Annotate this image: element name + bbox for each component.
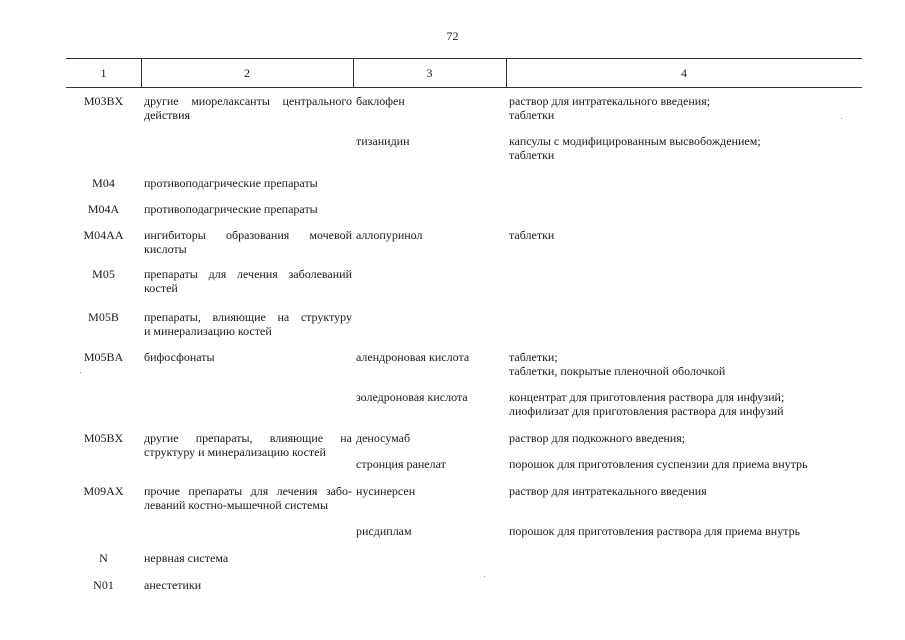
- header-col-1: 1: [100, 66, 107, 80]
- dosage-forms: [509, 484, 864, 498]
- atc-code: M05BX: [83, 431, 124, 445]
- group-name: [144, 228, 352, 256]
- dosage-form-line: концентрат для приготовления раствора для инфузий;: [509, 390, 785, 404]
- group-name-line: структуру и минерализацию костей: [144, 445, 326, 459]
- group-name-line: ингибиторы образования мочевой: [144, 228, 352, 242]
- atc-code: M03BX: [83, 94, 124, 108]
- group-name-line: костей: [144, 281, 178, 295]
- substance-name: нусинерсен: [356, 484, 416, 498]
- dosage-form-line: раствор для интратекального введения;: [509, 94, 711, 108]
- group-name-line: другие миорелаксанты центрального: [144, 94, 352, 108]
- group-name-line: леваний костно-мышечной системы: [144, 498, 329, 512]
- scan-speck: [484, 576, 485, 577]
- group-name-line: нервная система: [144, 551, 229, 565]
- atc-code: M05: [92, 267, 115, 281]
- group-name-line: анестетики: [144, 578, 202, 592]
- atc-code: M09AX: [83, 484, 124, 498]
- header-top-rule: [66, 58, 862, 59]
- atc-code: M05BA: [83, 350, 124, 364]
- group-name: [144, 310, 352, 338]
- dosage-form-line: таблетки: [509, 108, 555, 122]
- dosage-form-line: лиофилизат для приготовления раствора для инфузий: [509, 404, 784, 418]
- dosage-form-line: раствор для интратекального введения: [509, 484, 707, 498]
- group-name: [144, 267, 352, 295]
- group-name: [144, 578, 352, 592]
- atc-code: N01: [93, 578, 114, 592]
- substance-name: деносумаб: [356, 431, 411, 445]
- substance-name: баклофен: [356, 94, 405, 108]
- scan-speck: [80, 372, 81, 373]
- substance-name: рисдиплам: [356, 524, 412, 538]
- dosage-form-line: раствор для подкожного введения;: [509, 431, 686, 445]
- group-name: [144, 484, 352, 512]
- substance-name: золедроновая кислота: [356, 390, 468, 404]
- group-name-line: противоподагрические препараты: [144, 202, 318, 216]
- group-name-line: прочие препараты для лечения забо-: [144, 484, 352, 498]
- atc-code: M05B: [88, 310, 119, 324]
- group-name-line: бифосфонаты: [144, 350, 215, 364]
- dosage-forms: [509, 524, 864, 538]
- dosage-forms: [509, 228, 864, 242]
- dosage-form-line: капсулы с модифицированным высвобождением;: [509, 134, 761, 148]
- header-bottom-rule: [66, 87, 862, 88]
- atc-code: M04A: [87, 202, 120, 216]
- substance-name: стронция ранелат: [356, 457, 446, 471]
- substance-name: аллопуринол: [356, 228, 423, 242]
- dosage-form-line: таблетки, покрытые пленочной оболочкой: [509, 364, 726, 378]
- substance-name: тизанидин: [356, 134, 410, 148]
- header-col-4: 4: [681, 66, 687, 80]
- dosage-form-line: порошок для приготовления суспензии для приема внутрь: [509, 457, 808, 471]
- dosage-form-line: таблетки;: [509, 350, 558, 364]
- group-name: [144, 551, 352, 565]
- group-name-line: противоподагрические препараты: [144, 176, 318, 190]
- dosage-forms: [509, 431, 864, 445]
- header-col-2: 2: [244, 66, 250, 80]
- dosage-forms: [509, 390, 864, 418]
- group-name-line: другие препараты, влияющие на: [144, 431, 352, 445]
- atc-code: N: [99, 551, 108, 565]
- dosage-form-line: таблетки: [509, 148, 555, 162]
- scan-speck: [841, 118, 842, 119]
- group-name: [144, 431, 352, 459]
- dosage-forms: [509, 457, 864, 471]
- group-name-line: препараты, влияющие на структуру: [144, 310, 352, 324]
- group-name: [144, 176, 352, 190]
- group-name-line: действия: [144, 108, 191, 122]
- group-name-line: кислоты: [144, 242, 187, 256]
- group-name-line: препараты для лечения заболеваний: [144, 267, 352, 281]
- group-name-line: и минерализацию костей: [144, 324, 272, 338]
- group-name: [144, 202, 352, 216]
- header-col-3: 3: [426, 66, 433, 80]
- group-name: [144, 350, 352, 364]
- dosage-form-line: порошок для приготовления раствора для приема внутрь: [509, 524, 801, 538]
- group-name: [144, 94, 352, 122]
- dosage-form-line: таблетки: [509, 228, 555, 242]
- dosage-forms: [509, 134, 864, 162]
- atc-code: M04AA: [83, 228, 124, 242]
- atc-code: M04: [92, 176, 115, 190]
- substance-name: алендроновая кислота: [356, 350, 470, 364]
- page-number: 72: [446, 29, 459, 43]
- dosage-forms: [509, 350, 864, 378]
- dosage-forms: [509, 94, 864, 122]
